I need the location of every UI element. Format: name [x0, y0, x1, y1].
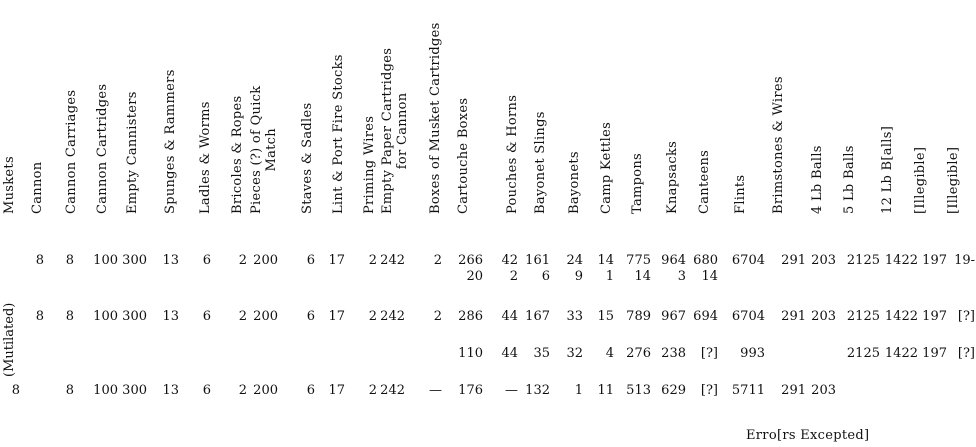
- table-cell: 197: [922, 346, 947, 361]
- table-cell: 680: [693, 253, 718, 268]
- table-cell: 17: [328, 253, 345, 268]
- table-cell: 203: [811, 383, 836, 398]
- column-header: Cannon: [30, 161, 45, 214]
- table-cell: 967: [661, 309, 686, 324]
- table-cell: 6: [306, 383, 315, 398]
- table-cell: 2125: [846, 346, 880, 361]
- table-cell: 17: [328, 383, 345, 398]
- table-cell: —: [429, 383, 442, 398]
- table-cell: 14: [597, 253, 614, 268]
- table-cell: [?]: [957, 309, 975, 324]
- table-cell: 132: [525, 383, 550, 398]
- table-cell: 964: [661, 253, 686, 268]
- table-cell: 203: [811, 253, 836, 268]
- table-cell: 9: [574, 269, 583, 284]
- table-cell: 203: [811, 309, 836, 324]
- column-header: Boxes of Musket Cartridges: [428, 22, 443, 214]
- table-cell: 19-: [954, 253, 975, 268]
- table-cell: 3: [677, 269, 686, 284]
- table-cell: 42: [501, 253, 518, 268]
- table-cell: 176: [458, 383, 483, 398]
- table-cell: 13: [162, 253, 179, 268]
- table-cell: 242: [380, 309, 405, 324]
- table-cell: 2: [433, 253, 442, 268]
- table-cell: 161: [525, 253, 550, 268]
- table-cell: 1: [605, 269, 614, 284]
- table-cell: 4: [605, 346, 614, 361]
- table-cell: —: [505, 383, 518, 398]
- column-header: Empty Paper Cartridges for Cannon: [380, 47, 410, 214]
- column-header: Cannon Carriages: [64, 89, 79, 214]
- table-cell: 300: [122, 309, 147, 324]
- column-header: Camp Kettles: [599, 121, 614, 214]
- table-cell: 266: [458, 253, 483, 268]
- column-header: Bricoles & Ropes: [230, 95, 245, 214]
- column-header: [Illegible]: [946, 146, 961, 214]
- column-header: Canteens: [697, 149, 712, 214]
- table-cell: [?]: [700, 383, 718, 398]
- table-cell: 5711: [731, 383, 765, 398]
- table-cell: 200: [253, 383, 278, 398]
- table-cell: 44: [501, 346, 518, 361]
- table-cell: 13: [162, 309, 179, 324]
- table-cell: 20: [466, 269, 483, 284]
- table-cell: 291: [781, 309, 806, 324]
- column-header: Ladles & Worms: [198, 101, 213, 214]
- column-header: Priming Wires: [362, 115, 377, 214]
- table-cell: 775: [626, 253, 651, 268]
- table-cell: 2125: [846, 253, 880, 268]
- table-cell: 8: [65, 383, 74, 398]
- table-cell: 100: [93, 309, 118, 324]
- column-header: [Illegible]: [913, 146, 928, 214]
- table-cell: 2: [433, 309, 442, 324]
- table-cell: [?]: [957, 346, 975, 361]
- table-cell: 1: [574, 383, 583, 398]
- column-header: Cartouche Boxes: [456, 97, 471, 214]
- table-cell: 238: [661, 346, 686, 361]
- table-cell: [?]: [700, 346, 718, 361]
- column-header: Staves & Sadles: [300, 102, 315, 214]
- table-cell: 1422: [884, 346, 918, 361]
- column-header: Tampons: [630, 152, 645, 214]
- table-cell: 513: [626, 383, 651, 398]
- table-cell: 200: [253, 253, 278, 268]
- table-cell: 242: [380, 253, 405, 268]
- column-header: Pieces (?) of Quick Match: [249, 85, 279, 214]
- table-cell: 8: [35, 309, 44, 324]
- table-cell: 17: [328, 309, 345, 324]
- table-cell: 1422: [884, 309, 918, 324]
- table-cell: 24: [566, 253, 583, 268]
- table-cell: 300: [122, 253, 147, 268]
- table-cell: 33: [566, 309, 583, 324]
- table-cell: 1422: [884, 253, 918, 268]
- column-header: Knapsacks: [665, 140, 680, 214]
- table-cell: 100: [93, 253, 118, 268]
- column-header: Empty Cannisters: [125, 91, 140, 214]
- table-cell: 13: [162, 383, 179, 398]
- table-cell: 8: [65, 253, 74, 268]
- table-cell: 6: [202, 309, 211, 324]
- column-header: Lint & Port Fire Stocks: [331, 54, 346, 214]
- table-cell: 6: [306, 253, 315, 268]
- column-header: 4 Lb Balls: [810, 145, 825, 214]
- table-cell: 14: [701, 269, 718, 284]
- table-cell: 2: [238, 383, 247, 398]
- table-cell: 35: [533, 346, 550, 361]
- table-cell: 286: [458, 309, 483, 324]
- table-cell: 8: [35, 253, 44, 268]
- table-cell: 2125: [846, 309, 880, 324]
- column-header: Brimstones & Wires: [771, 76, 786, 214]
- column-header: Bayonets: [567, 151, 582, 214]
- table-cell: 276: [626, 346, 651, 361]
- table-cell: 197: [922, 309, 947, 324]
- column-header: Flints: [733, 174, 748, 214]
- table-cell: 300: [122, 383, 147, 398]
- column-header: Muskets: [2, 156, 17, 214]
- footnote: Erro[rs Excepted]: [746, 428, 870, 443]
- table-cell: 2: [509, 269, 518, 284]
- table-cell: 694: [693, 309, 718, 324]
- mutilated-note: (Mutilated): [2, 302, 17, 377]
- column-header: Spunges & Rammers: [163, 69, 178, 214]
- table-cell: 100: [93, 383, 118, 398]
- table-cell: 15: [597, 309, 614, 324]
- column-header: Pouches & Horns: [505, 94, 520, 214]
- table-cell: 291: [781, 383, 806, 398]
- column-header: 5 Lb Balls: [842, 145, 857, 214]
- table-cell: 14: [634, 269, 651, 284]
- table-cell: 110: [458, 346, 483, 361]
- table-cell: 2: [368, 253, 377, 268]
- column-header: Cannon Cartridges: [95, 83, 110, 214]
- table-cell: 6704: [731, 253, 765, 268]
- table-cell: 44: [501, 309, 518, 324]
- table-cell: 6: [202, 253, 211, 268]
- table-cell: 11: [597, 383, 614, 398]
- table-cell: 291: [781, 253, 806, 268]
- table-cell: 242: [380, 383, 405, 398]
- table-cell: 993: [740, 346, 765, 361]
- table-cell: 629: [661, 383, 686, 398]
- table-cell: 167: [525, 309, 550, 324]
- table-cell: 8: [11, 383, 20, 398]
- table-cell: 2: [238, 253, 247, 268]
- table-cell: 197: [922, 253, 947, 268]
- table-cell: 6: [306, 309, 315, 324]
- table-cell: 32: [566, 346, 583, 361]
- table-cell: 2: [368, 309, 377, 324]
- column-header: 12 Lb B[alls]: [880, 125, 895, 214]
- table-cell: 2: [238, 309, 247, 324]
- table-cell: 6704: [731, 309, 765, 324]
- table-cell: 200: [253, 309, 278, 324]
- table-cell: 8: [65, 309, 74, 324]
- table-cell: 6: [541, 269, 550, 284]
- column-header: Bayonet Slings: [533, 111, 548, 214]
- table-cell: 2: [368, 383, 377, 398]
- table-cell: 789: [626, 309, 651, 324]
- table-cell: 6: [202, 383, 211, 398]
